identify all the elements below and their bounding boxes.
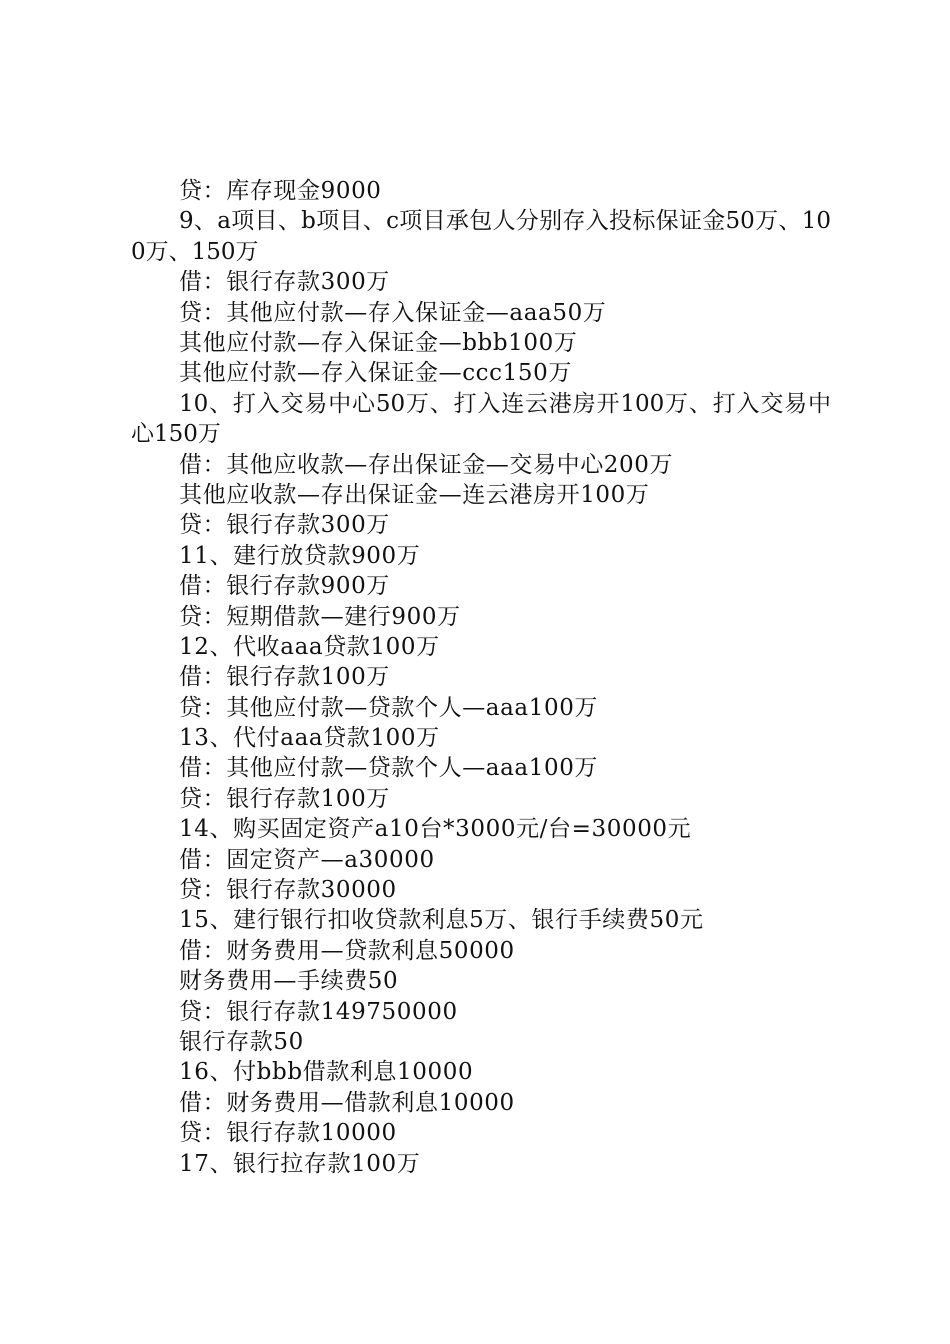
text-line: 贷：银行存款300万: [179, 512, 390, 539]
text-line: 借：银行存款900万: [179, 573, 390, 600]
text-line: 借：银行存款100万: [179, 664, 390, 691]
text-line: 贷：银行存款10000: [179, 1120, 397, 1147]
text-line: 借：财务费用—借款利息10000: [179, 1089, 515, 1116]
document-body: [131, 176, 831, 1179]
text-line: 11、建行放贷款900万: [179, 542, 421, 569]
text-line: 借：其他应收款—存出保证金—交易中心200万: [179, 451, 674, 478]
text-line: 贷：其他应付款—存入保证金—aaa50万: [179, 299, 607, 326]
text-line: 财务费用—手续费50: [179, 968, 399, 995]
text-line: 16、付bbb借款利息10000: [179, 1059, 474, 1086]
text-line: 15、建行银行扣收贷款利息5万、银行手续费50元: [179, 907, 704, 934]
text-line: 借：财务费用—贷款利息50000: [179, 937, 515, 964]
text-line: 借：其他应付款—贷款个人—aaa100万: [179, 755, 599, 782]
text-line: 贷：银行存款149750000: [179, 998, 458, 1025]
text-line: 贷：其他应付款—贷款个人—aaa100万: [179, 694, 599, 721]
text-line: 贷：短期借款—建行900万: [179, 603, 461, 630]
text-line: 借：银行存款300万: [179, 269, 390, 296]
text-line: 12、代收aaa贷款100万: [179, 633, 440, 660]
text-line: 其他应收款—存出保证金—连云港房开100万: [179, 481, 650, 508]
text-line: 13、代付aaa贷款100万: [179, 725, 440, 752]
text-line: 其他应付款—存入保证金—ccc150万: [179, 360, 572, 387]
text-line: 贷：银行存款100万: [179, 785, 390, 812]
text-line: 银行存款50: [179, 1029, 304, 1055]
text-line: 其他应付款—存入保证金—bbb100万: [179, 329, 578, 356]
text-line: 14、购买固定资产a10台*3000元/台=30000元: [179, 816, 692, 843]
text-line: 贷：银行存款30000: [179, 877, 397, 904]
text-line: 17、银行拉存款100万: [179, 1150, 421, 1177]
text-line: 贷：库存现金9000: [179, 178, 382, 204]
text-paragraph: 9、a项目、b项目、c项目承包人分别存入投标保证金50万、100万、150万: [131, 208, 831, 265]
text-paragraph: 10、打入交易中心50万、打入连云港房开100万、打入交易中心150万: [131, 390, 831, 448]
text-line: 借：固定资产—a30000: [179, 846, 435, 873]
